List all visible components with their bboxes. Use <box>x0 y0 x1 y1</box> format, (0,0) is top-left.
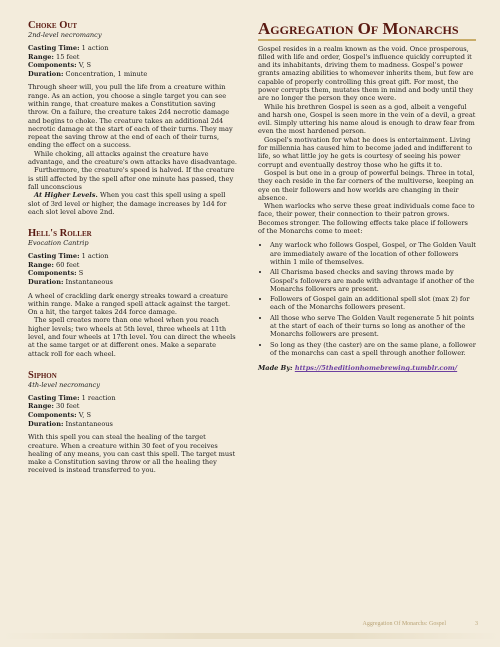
effect-item: • All those who serve The Golden Vault regenerate 5 hit points at the start of each of their turns so long as another of the Monarchs followers are present. <box>270 314 476 339</box>
effect-item: • Any warlock who follows Gospel, Gospel, or The Golden Vault are immediately aware of the location of other followers within 1 mile of themselves. <box>270 241 476 266</box>
stat-label: Duration: <box>28 69 64 78</box>
spell-text: Furthermore, the creature's speed is halved. If the creature is still affected by the spell after one minute has passed, they fall unconscious <box>28 166 235 191</box>
effects-list <box>258 241 476 357</box>
stat-value: 15 feet <box>56 52 80 61</box>
lore-paragraph: Gospel's motivation for what he does is entertainment. Living for millennia has caused him to become jaded and indifferent to life, so what little joy he gets is courtesy of seeing his power corrupt and eventually destroy those who he gifts it to. <box>258 135 473 169</box>
stat-value: 60 feet <box>56 260 80 269</box>
stat-label: Casting Time: <box>28 393 80 402</box>
stat-value: Instantaneous <box>65 277 113 286</box>
stat-label: Range: <box>28 402 54 411</box>
stat-value: 1 action <box>81 44 109 52</box>
section-title: Aggregation Of Monarchs <box>258 19 459 38</box>
credits <box>258 364 476 372</box>
spell-title: Choke Out <box>28 20 78 31</box>
spell-text: With this spell you can steal the healing of the target creature. When a creature within 30 feet of you receives healing of any means, you can cast this spell. The target must make a Constitution saving throw or all the healing they received is instead transferred to you. <box>28 433 236 475</box>
spell-school: Evocation Cantrip <box>28 239 89 248</box>
effect-item: • Followers of Gospel gain an additional spell slot (max 2) for each of the Monarchs followers present. <box>270 295 476 312</box>
spell-text: While choking, all attacks against the creature have advantage, and the creature's own attacks have disadvantage. <box>28 149 238 167</box>
lore-paragraph: Gospel resides in a realm known as the void. Once prosperous, filled with life and order, Gospel's influence quickly corrupted it and its inhabitants, driving them to madness. Gospel's power grants amazing abilities to whomever inherits them, but few are capable of properly controlling this great gift. For most, the power corrupts them, mutates them in mind and body until they are no longer the person they once were. <box>258 44 474 103</box>
title-underline <box>258 39 476 41</box>
effect-item: • All Charisma based checks and saving throws made by Gospel's followers are made with advantage if another of the Monarchs followers are present. <box>270 268 476 293</box>
spell-text: The spell creates more than one wheel when you reach higher levels; two wheels at 5th level, three wheels at 11th level, and four wheels at 17th level. You can direct the wheels at the same target or at different ones. Make a separate attack roll for each wheel. <box>28 316 236 358</box>
stat-value: 30 feet <box>56 402 80 411</box>
stat-value: V, S <box>78 61 92 70</box>
page-number: 3 <box>475 621 478 627</box>
spell-choke-out <box>28 20 238 216</box>
spell-hells-roller <box>28 228 238 358</box>
credits-link[interactable]: https://5theditionhomebrewing.tumblr.com/ <box>294 364 458 373</box>
spell-title: Siphon <box>28 369 57 381</box>
stat-label: Range: <box>28 260 54 269</box>
effect-item: • So long as they (the caster) are on the same plane, a follower of the monarchs can cast a spell through another follower. <box>270 341 476 358</box>
stat-label: Components: <box>28 61 77 70</box>
stat-label: Duration: <box>28 419 64 428</box>
lore-paragraph: While his brethren Gospel is seen as a god, albeit a vengeful and harsh one, Gospel is seen more in the vein of a devil, a great evil. Simply uttering his name aloud is enough to draw fear from even the most hardened person. <box>258 102 476 136</box>
spell-title: Hell's Roller <box>28 228 92 240</box>
spell-school: 2nd-level necromancy <box>28 31 102 39</box>
credits-label: Made By: <box>258 364 293 373</box>
right-column <box>258 20 476 372</box>
stat-label: Range: <box>28 52 54 61</box>
stat-label: Components: <box>28 411 77 420</box>
stat-value: 1 reaction <box>81 393 116 402</box>
stat-value: S <box>78 269 84 278</box>
stat-value: Instantaneous <box>65 419 113 428</box>
higher-levels-label: At Higher Levels. <box>34 191 98 200</box>
stat-value: V, S <box>78 411 92 420</box>
stat-value: Concentration, 1 minute <box>65 69 148 78</box>
footer-text: Aggregation Of Monarchs: Gospel <box>362 621 446 627</box>
stat-label: Components: <box>28 269 77 278</box>
spell-siphon <box>28 370 238 475</box>
spell-stats <box>28 252 238 286</box>
stat-label: Casting Time: <box>28 252 80 261</box>
lore-paragraph: Gospel is but one in a group of powerful beings. Three in total, they each reside in the far corners of the multiverse, keeping an eye on their followers and how worlds are changing in their absence. <box>258 168 475 202</box>
left-column <box>28 20 238 487</box>
spell-school: 4th-level necromancy <box>28 380 100 389</box>
stat-label: Duration: <box>28 277 64 286</box>
stat-value: 1 action <box>81 252 109 261</box>
higher-levels-body: When you cast this spell using a spell slot of 3rd level or higher, the damage increases by 1d4 for each slot level above 2nd. <box>28 191 227 216</box>
higher-levels-text <box>28 191 238 216</box>
stat-label: Casting Time: <box>28 44 80 52</box>
spell-text: A wheel of crackling dark energy streaks toward a creature within range. Make a ranged spell attack against the target. On a hit, the target takes 2d4 force damage. <box>28 291 231 317</box>
footer-decoration <box>0 633 500 639</box>
lore-paragraph: When warlocks who serve these great individuals come face to face, their power, their connection to their patron grows. Becomes stronger. The following effects take place if followers of the Monarchs come to meet: <box>258 202 475 236</box>
spell-stats <box>28 44 238 78</box>
spell-text: Through sheer will, you pull the life from a creature within range. As an action, you choose a single target you can see within range, that creature makes a Constitution saving throw. On a failure, the creature takes 2d4 necrotic damage and begins to choke. The creature takes an additional 2d4 necrotic damage at the start of each of their turns. They may repeat the saving throw at the end of each of their turns, ending the effect on a success. <box>28 83 233 150</box>
spell-stats <box>28 394 238 428</box>
